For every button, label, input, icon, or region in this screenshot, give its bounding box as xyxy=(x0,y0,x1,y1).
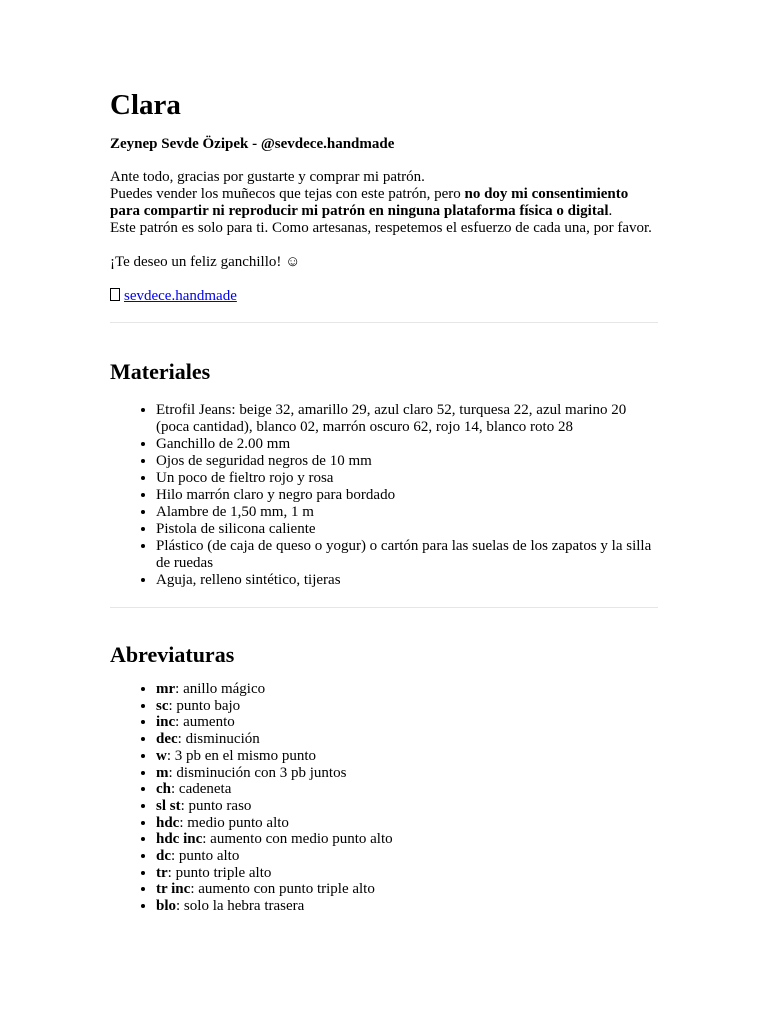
abbr-desc: : disminución xyxy=(177,731,260,748)
abbr-term: inc xyxy=(156,714,176,731)
intro-line-2-start: Puedes vender los muñecos que tejas con este patrón, pero xyxy=(110,186,465,202)
instagram-icon xyxy=(110,288,120,301)
abbr-desc: : punto triple alto xyxy=(167,864,272,881)
list-item xyxy=(156,881,658,898)
list-item xyxy=(156,731,658,748)
abbr-desc: : cadeneta xyxy=(171,781,232,798)
abbreviations-list xyxy=(110,681,658,915)
intro-line-2 xyxy=(110,186,658,220)
intro-line-2-end: . xyxy=(608,203,613,219)
abbr-desc: : punto alto xyxy=(171,848,240,865)
page-title: Clara xyxy=(110,89,181,121)
list-item xyxy=(156,865,658,882)
intro-line-3: Este patrón es solo para ti. Como artesanas, respetemos el esfuerzo de cada una, por favor. xyxy=(110,220,652,236)
materials-heading: Materiales xyxy=(110,359,211,384)
abbr-term: tr xyxy=(156,864,168,881)
abbr-term: ch xyxy=(156,781,171,798)
abbr-desc: : aumento con medio punto alto xyxy=(202,831,393,848)
list-item xyxy=(156,781,658,798)
list-item xyxy=(156,765,658,782)
list-item xyxy=(156,831,658,848)
greeting: ¡Te deseo un feliz ganchillo! ☺ xyxy=(110,254,301,270)
list-item xyxy=(156,815,658,832)
abbr-term: sl st xyxy=(156,797,181,814)
list-item: • Ojos de seguridad negros de 10 mm xyxy=(156,453,658,470)
divider xyxy=(110,322,658,323)
list-item: • Alambre de 1,50 mm, 1 m xyxy=(156,504,658,521)
abbr-term: hdc xyxy=(156,814,180,831)
intro-line-2-bold: no doy mi consentimiento para compartir ni reproducir mi patrón en ninguna plataforma física o digital xyxy=(110,186,629,219)
list-item xyxy=(156,714,658,731)
abbr-desc: : solo la hebra trasera xyxy=(176,898,305,915)
materials-list xyxy=(110,402,658,589)
instagram-link[interactable]: sevdece.handmade xyxy=(124,288,237,304)
list-item: • Etrofil Jeans: beige 32, amarillo 29, azul claro 52, turquesa 22, azul marino 20 (poca cantidad), blanco 02, marrón oscuro 62, rojo 14, blanco roto 28 xyxy=(156,402,658,436)
abbr-term: mr xyxy=(156,681,176,697)
list-item: • Plástico (de caja de queso o yogur) o cartón para las suelas de los zapatos y la silla de ruedas xyxy=(156,538,658,572)
abbr-term: dec xyxy=(156,731,178,748)
abbreviations-heading: Abreviaturas xyxy=(110,642,235,667)
abbr-desc: : medio punto alto xyxy=(179,814,289,831)
list-item: • Pistola de silicona caliente xyxy=(156,521,658,538)
list-item xyxy=(156,681,658,698)
abbr-desc: : disminución con 3 pb juntos xyxy=(168,764,347,781)
list-item xyxy=(156,848,658,865)
abbr-desc: : punto raso xyxy=(180,797,252,814)
abbr-term: sc xyxy=(156,697,169,714)
instagram-line xyxy=(110,288,658,305)
list-item: • Aguja, relleno sintético, tijeras xyxy=(156,572,658,589)
list-item: • Hilo marrón claro y negro para bordado xyxy=(156,487,658,504)
list-item: • Un poco de fieltro rojo y rosa xyxy=(156,470,658,487)
abbr-desc: : punto bajo xyxy=(168,697,241,714)
abbr-term: tr inc xyxy=(156,881,191,898)
list-item xyxy=(156,748,658,765)
divider xyxy=(110,607,658,608)
intro-section xyxy=(110,169,658,237)
list-item xyxy=(156,698,658,715)
abbr-term: dc xyxy=(156,848,171,865)
abbr-term: w xyxy=(156,747,167,764)
abbr-desc: : 3 pb en el mismo punto xyxy=(166,747,317,764)
author-line: Zeynep Sevde Özipek - @sevdece.handmade xyxy=(110,136,395,152)
intro-line-1: Ante todo, gracias por gustarte y comprar mi patrón. xyxy=(110,169,425,185)
abbr-desc: : aumento con punto triple alto xyxy=(190,881,375,898)
abbr-term: hdc inc xyxy=(156,831,203,848)
abbr-term: blo xyxy=(156,898,177,915)
list-item xyxy=(156,898,658,915)
abbr-desc: : aumento xyxy=(175,714,235,731)
abbr-desc: : anillo mágico xyxy=(175,681,266,697)
list-item: • Ganchillo de 2.00 mm xyxy=(156,436,658,453)
list-item xyxy=(156,798,658,815)
abbr-term: m xyxy=(156,764,169,781)
